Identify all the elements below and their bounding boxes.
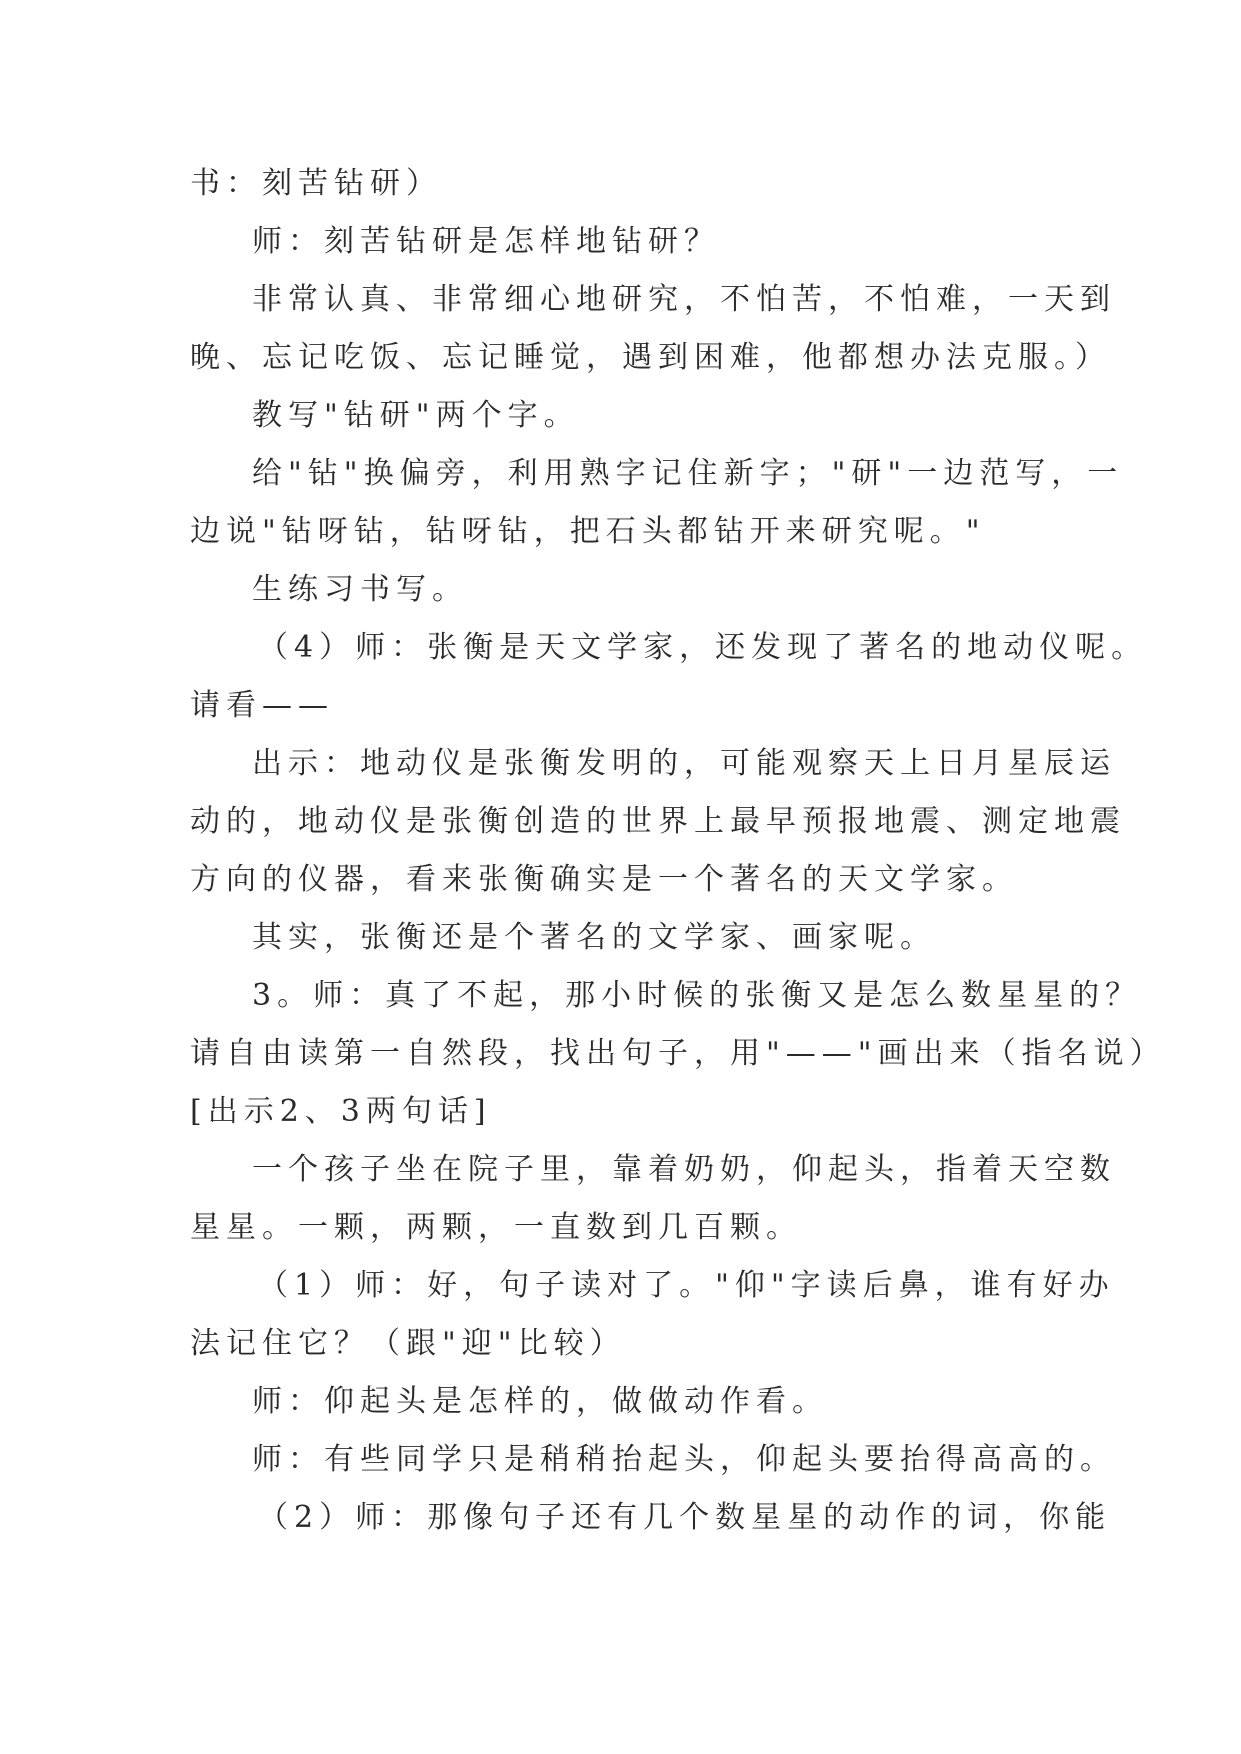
text-line: 非常认真、非常细心地研究，不怕苦，不怕难，一天到 xyxy=(252,282,1116,317)
text-line: 法记住它？（跟"迎"比较） xyxy=(190,1326,626,1361)
text-line: 书：刻苦钻研） xyxy=(190,166,442,201)
text-line: 师：仰起头是怎样的，做做动作看。 xyxy=(252,1384,828,1419)
text-line: （1）师：好，句子读对了。"仰"字读后鼻，谁有好办 xyxy=(258,1268,1115,1303)
text-line: 动的，地动仪是张衡创造的世界上最早预报地震、测定地震 xyxy=(190,804,1126,839)
text-line: （2）师：那像句子还有几个数星星的动作的词，你能 xyxy=(258,1500,1112,1535)
text-line: 给"钻"换偏旁，利用熟字记住新字；"研"一边范写，一 xyxy=(252,456,1124,491)
text-line: 请自由读第一自然段，找出句子，用"——"画出来（指名说） xyxy=(190,1036,1166,1071)
text-line: 星星。一颗，两颗，一直数到几百颗。 xyxy=(190,1210,802,1245)
text-line: 生练习书写。 xyxy=(252,572,468,607)
text-line: 晚、忘记吃饭、忘记睡觉，遇到困难，他都想办法克服。） xyxy=(190,340,1111,375)
text-line: 边说"钻呀钻，钻呀钻，把石头都钻开来研究呢。" xyxy=(190,514,986,549)
text-line: （4）师：张衡是天文学家，还发现了著名的地动仪呢。 xyxy=(258,630,1148,665)
text-line: 师：有些同学只是稍稍抬起头，仰起头要抬得高高的。 xyxy=(252,1442,1116,1477)
text-line: 出示：地动仪是张衡发明的，可能观察天上日月星辰运 xyxy=(252,746,1116,781)
text-line: 一个孩子坐在院子里，靠着奶奶，仰起头，指着天空数 xyxy=(252,1152,1116,1187)
text-line: 方向的仪器，看来张衡确实是一个著名的天文学家。 xyxy=(190,862,1018,897)
text-line: 其实，张衡还是个著名的文学家、画家呢。 xyxy=(252,920,936,955)
text-line: 3。师：真了不起，那小时候的张衡又是怎么数星星的？ xyxy=(252,978,1142,1013)
text-line: 教写"钻研"两个字。 xyxy=(252,398,580,433)
text-line: 请看—— xyxy=(190,688,334,723)
text-line: [出示2、3两句话] xyxy=(190,1094,492,1129)
text-line: 师：刻苦钻研是怎样地钻研？ xyxy=(252,224,720,259)
